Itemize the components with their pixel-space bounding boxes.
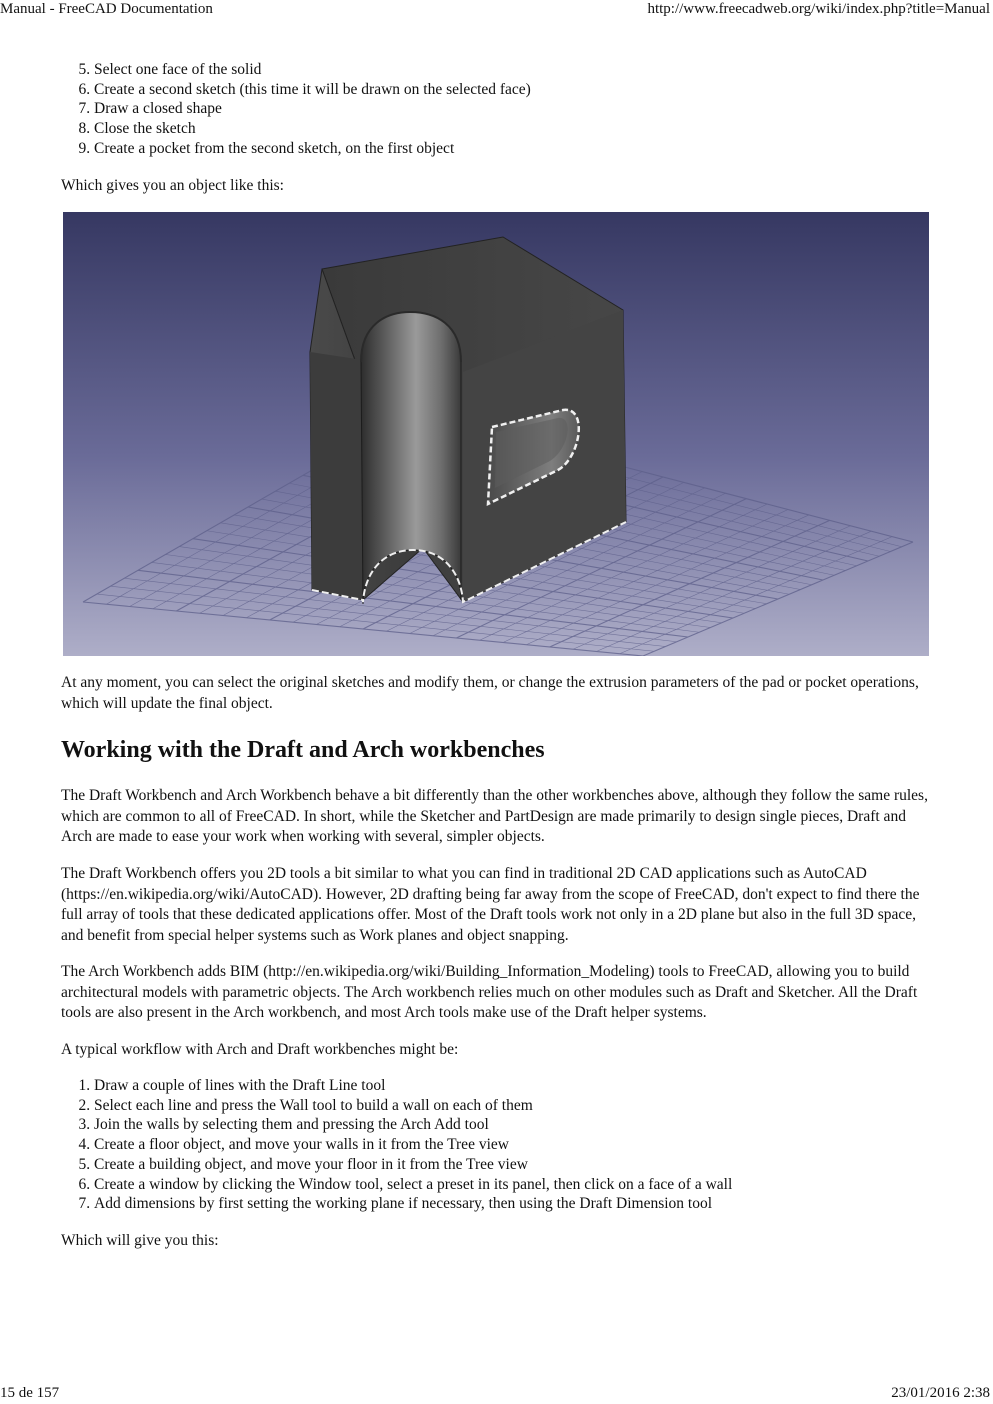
list-item: 4. Create a floor object, and move your walls in it from the Tree view — [94, 1135, 936, 1155]
paragraph-draft-arch-intro: The Draft Workbench and Arch Workbench behave a bit differently than the other workbenches above, although they follow the same rules, which are common to all of FreeCAD. In short, while the Sketcher and PartDesign are made primarily to design single pieces, Draft and Arch are made to ease your work when working with several, simpler objects. — [61, 787, 928, 845]
outro-text: Which will give you this: — [61, 1232, 219, 1249]
paragraph-arch-workbench: The Arch Workbench adds BIM (http://en.wikipedia.org/wiki/Building_Information_Modeling) tools to FreeCAD, allowing you to build architectural models with parametric objects. The Arch workbench relies much on other modules such as Draft and Sketcher. All the Draft tools are also present in the Arch workbench, and most Arch tools make use of the Draft helper systems. — [61, 963, 918, 1021]
page-header-url: http://www.freecadweb.org/wiki/index.php?title=Manual — [647, 1, 990, 17]
list-item: 1. Draw a couple of lines with the Draft Line tool — [94, 1076, 936, 1096]
steps-list-two — [61, 1076, 936, 1214]
freecad-3d-viewport-image — [63, 212, 929, 656]
list-item: 3. Join the walls by selecting them and pressing the Arch Add tool — [94, 1115, 936, 1135]
list-item: 6. Create a second sketch (this time it will be drawn on the selected face) — [94, 80, 936, 100]
page-datetime: 23/01/2016 2:38 — [891, 1385, 990, 1401]
list-item: 6. Create a window by clicking the Window tool, select a preset in its panel, then click on a face of a wall — [94, 1175, 936, 1195]
list-item: 5. Create a building object, and move your floor in it from the Tree view — [94, 1155, 936, 1175]
section-heading: Working with the Draft and Arch workbenches — [61, 737, 545, 763]
steps-list-one-container — [61, 60, 936, 159]
steps-list-one — [61, 60, 936, 159]
page-number: 15 de 157 — [0, 1385, 60, 1401]
list-item: 7. Add dimensions by first setting the working plane if necessary, then using the Draft Dimension tool — [94, 1194, 936, 1214]
solid-front-face — [310, 352, 363, 600]
list-item: 8. Close the sketch — [94, 119, 936, 139]
after-figure-text: At any moment, you can select the original sketches and modify them, or change the extrusion parameters of the pad or pocket operations, which will update the final object. — [61, 674, 919, 712]
steps-list-two-container — [61, 1076, 936, 1214]
list-item: 9. Create a pocket from the second sketch, on the first object — [94, 139, 936, 159]
list-item: 7. Draw a closed shape — [94, 99, 936, 119]
list-item: 5. Select one face of the solid — [94, 60, 936, 80]
list-item: 2. Select each line and press the Wall tool to build a wall on each of them — [94, 1096, 936, 1116]
figure-intro-text: Which gives you an object like this: — [61, 177, 284, 194]
paragraph-draft-workbench: The Draft Workbench offers you 2D tools a bit similar to what you can find in traditional 2D CAD applications such as AutoCAD (https://en.wikipedia.org/wiki/AutoCAD). However, 2D drafting being far away from the scope of FreeCAD, don't expect to find there the full array of tools that these dedicated applications offer. Most of the Draft tools work not only in a 2D plane but also in the full 3D space, and benefit from special helper systems such as Work planes and object snapping. — [61, 865, 920, 944]
paragraph-workflow-intro: A typical workflow with Arch and Draft workbenches might be: — [61, 1041, 459, 1058]
page-header-title: Manual - FreeCAD Documentation — [0, 1, 213, 17]
